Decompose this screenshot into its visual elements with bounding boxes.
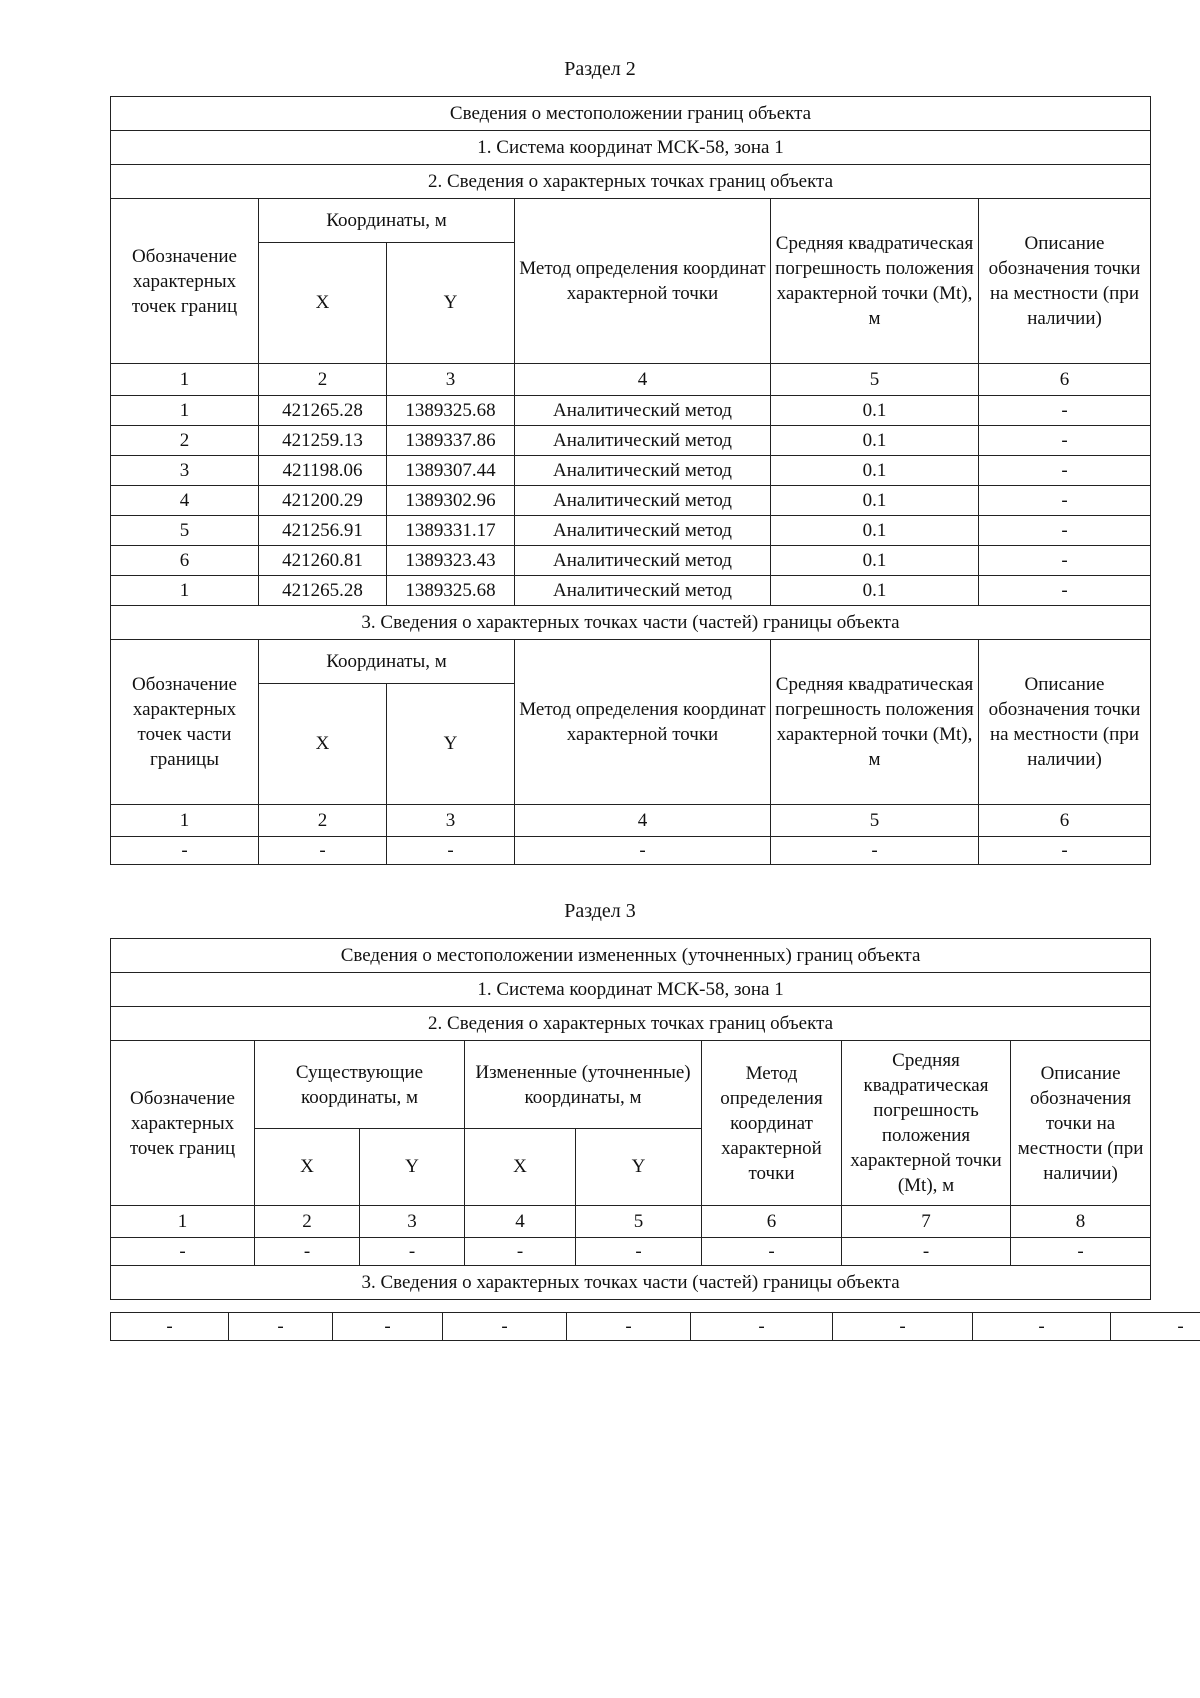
method-cell: Аналитический метод (515, 456, 771, 486)
method-cell: Аналитический метод (515, 486, 771, 516)
parts-subtitle: 3. Сведения о характерных точках части (частей) границы объекта (111, 606, 1151, 640)
s3-cell-6: - (702, 1238, 842, 1266)
coordinate-y: 1389337.86 (387, 426, 515, 456)
coordinate-x: 421260.81 (259, 546, 387, 576)
coordinate-x: 421265.28 (259, 576, 387, 606)
description-cell: - (979, 426, 1151, 456)
s3-parts-cell-3: - (333, 1313, 443, 1341)
s3-parts-empty-row (111, 1313, 1200, 1341)
coordinate-y: 1389323.43 (387, 546, 515, 576)
s3-cell-2: - (255, 1238, 360, 1266)
table-row (111, 456, 1151, 486)
s3-column-number-4: 4 (465, 1206, 576, 1238)
points-subtitle: 2. Сведения о характерных точках границ объекта (111, 165, 1151, 199)
coordinate-y: 1389325.68 (387, 396, 515, 426)
s3-column-number-7: 7 (842, 1206, 1011, 1238)
s3-cell-4: - (465, 1238, 576, 1266)
table-row (111, 486, 1151, 516)
s3-coordinate-system: 1. Система координат МСК-58, зона 1 (111, 973, 1151, 1007)
parts-cell-5: - (771, 837, 979, 865)
parts-header-method: Метод определения координат характерной точки (515, 640, 771, 805)
parts-header-error: Средняя квадратическая погрешность положения характерной точки (Mt), м (771, 640, 979, 805)
method-cell: Аналитический метод (515, 396, 771, 426)
s3-cell-1: - (111, 1238, 255, 1266)
s3-parts-cell-9: - (1111, 1313, 1200, 1341)
parts-column-number-row (111, 805, 1151, 837)
description-cell: - (979, 456, 1151, 486)
column-number-row (111, 364, 1151, 396)
s3-header-method: Метод определения координат характерной точки (702, 1041, 842, 1206)
s3-cell-3: - (360, 1238, 465, 1266)
coordinate-x: 421265.28 (259, 396, 387, 426)
method-cell: Аналитический метод (515, 426, 771, 456)
mt-cell: 0.1 (771, 546, 979, 576)
mt-cell: 0.1 (771, 516, 979, 546)
parts-column-number-2: 2 (259, 805, 387, 837)
table-row (111, 426, 1151, 456)
s3-header-y2: Y (576, 1129, 702, 1206)
parts-header-x: X (259, 684, 387, 805)
section-2-table (110, 96, 1151, 865)
mt-cell: 0.1 (771, 576, 979, 606)
s3-parts-table (110, 1312, 1200, 1341)
s3-parts-cell-4: - (443, 1313, 567, 1341)
s3-column-number-5: 5 (576, 1206, 702, 1238)
parts-header-description: Описание обозначения точки на местности (при наличии) (979, 640, 1151, 805)
section-2-title: Раздел 2 (564, 58, 636, 80)
description-cell: - (979, 396, 1151, 426)
s3-header-designation: Обозначение характерных точек границ (111, 1041, 255, 1206)
s3-header-changed: Измененные (уточненные) координаты, м (465, 1041, 702, 1129)
s3-column-number-row (111, 1206, 1151, 1238)
s3-cell-8: - (1011, 1238, 1151, 1266)
parts-column-number-6: 6 (979, 805, 1151, 837)
point-designation: 5 (111, 516, 259, 546)
header-designation: Обозначение характерных точек границ (111, 199, 259, 364)
header-coordinates: Координаты, м (259, 199, 515, 243)
s3-column-number-1: 1 (111, 1206, 255, 1238)
s3-parts-cell-7: - (833, 1313, 973, 1341)
point-designation: 3 (111, 456, 259, 486)
parts-column-number-5: 5 (771, 805, 979, 837)
table-row (111, 576, 1151, 606)
parts-cell-1: - (111, 837, 259, 865)
point-designation: 1 (111, 576, 259, 606)
s3-table-title: Сведения о местоположении измененных (уточненных) границ объекта (111, 939, 1151, 973)
s3-header-description: Описание обозначения точки на местности (при наличии) (1011, 1041, 1151, 1206)
column-number-5: 5 (771, 364, 979, 396)
point-designation: 1 (111, 396, 259, 426)
s3-cell-7: - (842, 1238, 1011, 1266)
parts-column-number-1: 1 (111, 805, 259, 837)
point-designation: 6 (111, 546, 259, 576)
parts-cell-2: - (259, 837, 387, 865)
coordinate-x: 421200.29 (259, 486, 387, 516)
header-description: Описание обозначения точки на местности (при наличии) (979, 199, 1151, 364)
parts-empty-row (111, 837, 1151, 865)
s3-header-y: Y (360, 1129, 465, 1206)
mt-cell: 0.1 (771, 426, 979, 456)
parts-header-coordinates: Координаты, м (259, 640, 515, 684)
method-cell: Аналитический метод (515, 576, 771, 606)
point-designation: 2 (111, 426, 259, 456)
s3-column-number-2: 2 (255, 1206, 360, 1238)
parts-cell-6: - (979, 837, 1151, 865)
column-number-3: 3 (387, 364, 515, 396)
coordinate-x: 421256.91 (259, 516, 387, 546)
s3-parts-cell-1: - (111, 1313, 229, 1341)
mt-cell: 0.1 (771, 486, 979, 516)
mt-cell: 0.1 (771, 456, 979, 486)
s3-column-number-3: 3 (360, 1206, 465, 1238)
section-3-title: Раздел 3 (564, 900, 636, 922)
header-x: X (259, 243, 387, 364)
coordinate-system: 1. Система координат МСК-58, зона 1 (111, 131, 1151, 165)
point-designation: 4 (111, 486, 259, 516)
parts-header-designation: Обозначение характерных точек части границы (111, 640, 259, 805)
table-title: Сведения о местоположении границ объекта (111, 97, 1151, 131)
column-number-1: 1 (111, 364, 259, 396)
column-number-4: 4 (515, 364, 771, 396)
method-cell: Аналитический метод (515, 546, 771, 576)
description-cell: - (979, 546, 1151, 576)
coordinate-x: 421259.13 (259, 426, 387, 456)
method-cell: Аналитический метод (515, 516, 771, 546)
column-number-6: 6 (979, 364, 1151, 396)
coordinate-y: 1389302.96 (387, 486, 515, 516)
s3-parts-cell-2: - (229, 1313, 333, 1341)
description-cell: - (979, 516, 1151, 546)
s3-header-error: Средняя квадратическая погрешность положения характерной точки (Mt), м (842, 1041, 1011, 1206)
s3-points-subtitle: 2. Сведения о характерных точках границ объекта (111, 1007, 1151, 1041)
s3-header-existing: Существующие координаты, м (255, 1041, 465, 1129)
s3-parts-cell-6: - (691, 1313, 833, 1341)
header-error: Средняя квадратическая погрешность положения характерной точки (Mt), м (771, 199, 979, 364)
coordinate-x: 421198.06 (259, 456, 387, 486)
parts-cell-4: - (515, 837, 771, 865)
mt-cell: 0.1 (771, 396, 979, 426)
table-row (111, 546, 1151, 576)
s3-column-number-6: 6 (702, 1206, 842, 1238)
coordinate-y: 1389307.44 (387, 456, 515, 486)
s3-parts-cell-8: - (973, 1313, 1111, 1341)
s3-parts-subtitle: 3. Сведения о характерных точках части (частей) границы объекта (111, 1266, 1151, 1300)
s3-empty-row (111, 1238, 1151, 1266)
description-cell: - (979, 486, 1151, 516)
table-row (111, 516, 1151, 546)
s3-parts-cell-5: - (567, 1313, 691, 1341)
column-number-2: 2 (259, 364, 387, 396)
description-cell: - (979, 576, 1151, 606)
parts-cell-3: - (387, 837, 515, 865)
table-row (111, 396, 1151, 426)
section-3-table (110, 938, 1151, 1300)
coordinate-y: 1389331.17 (387, 516, 515, 546)
parts-column-number-4: 4 (515, 805, 771, 837)
parts-header-y: Y (387, 684, 515, 805)
coordinate-y: 1389325.68 (387, 576, 515, 606)
s3-column-number-8: 8 (1011, 1206, 1151, 1238)
header-y: Y (387, 243, 515, 364)
s3-header-x: X (255, 1129, 360, 1206)
s3-cell-5: - (576, 1238, 702, 1266)
s3-header-x2: X (465, 1129, 576, 1206)
parts-column-number-3: 3 (387, 805, 515, 837)
header-method: Метод определения координат характерной точки (515, 199, 771, 364)
